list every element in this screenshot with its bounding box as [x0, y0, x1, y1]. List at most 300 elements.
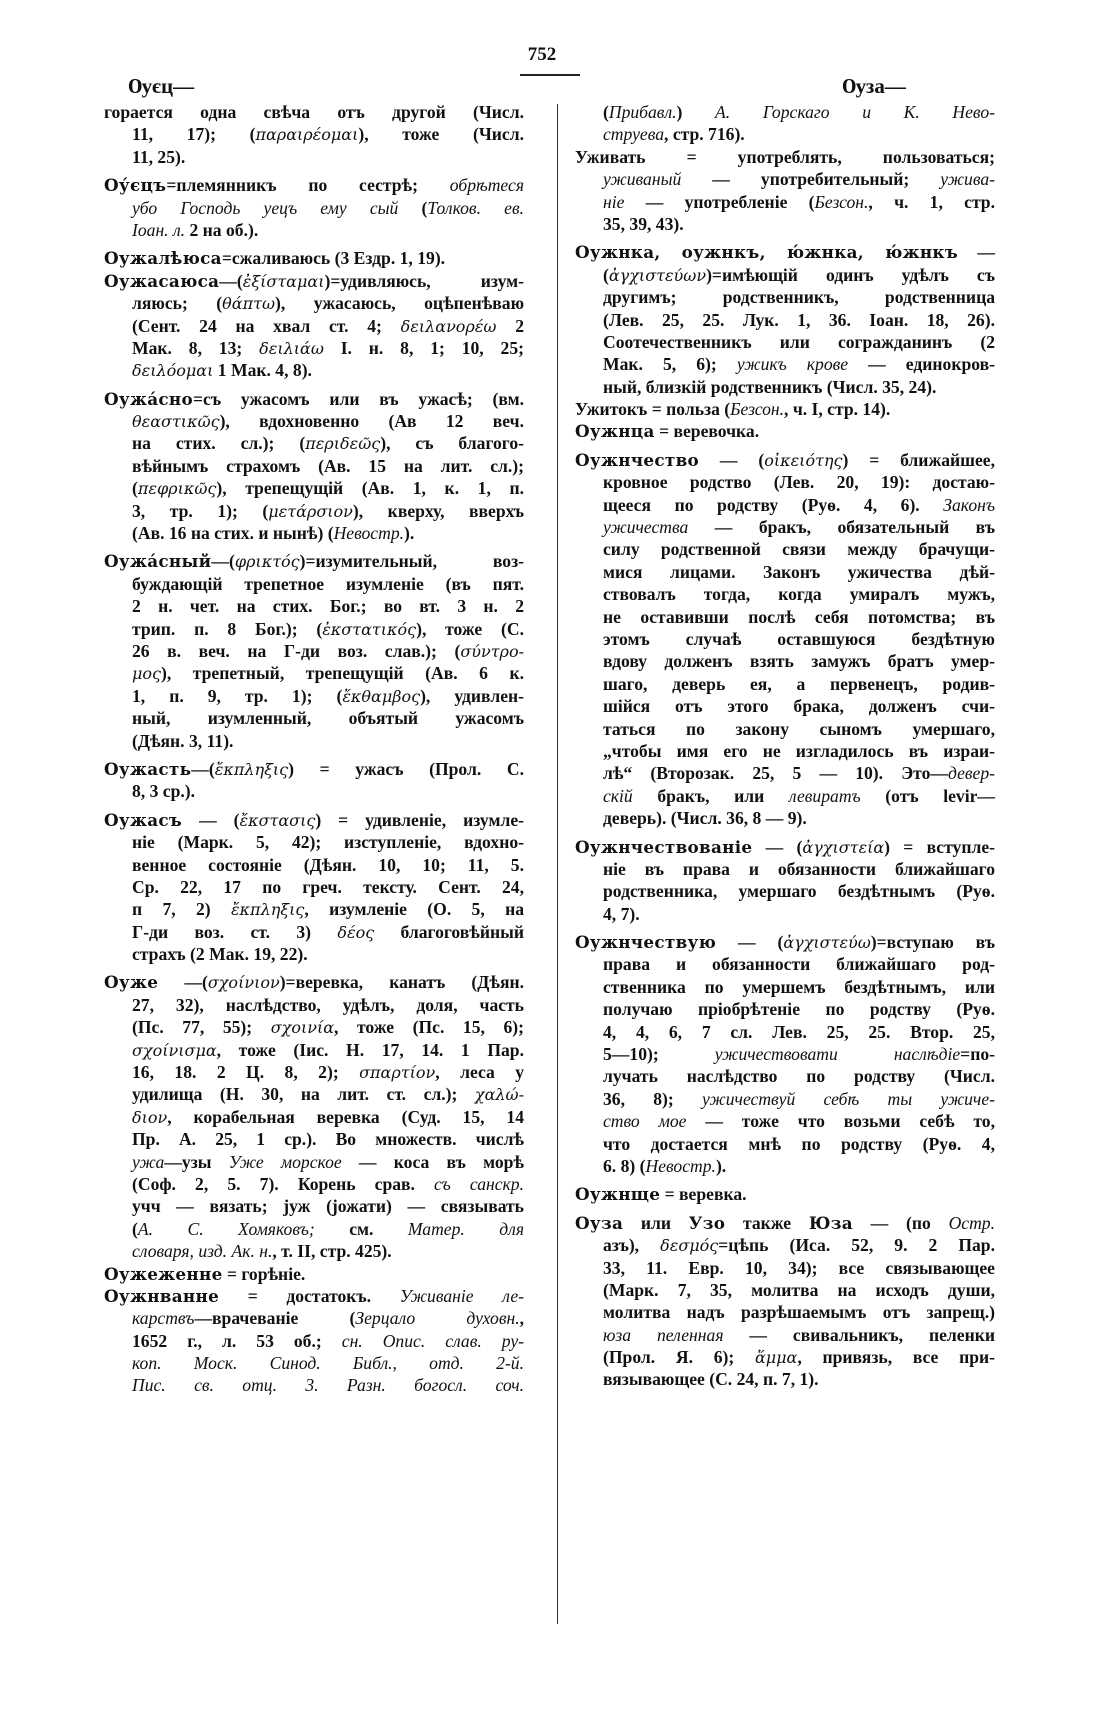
headword: Оужалѣюса: [104, 248, 222, 269]
text-run: , стр. 716).: [664, 124, 745, 145]
italic-run: ужичествовати наслѣдіе: [714, 1044, 961, 1065]
text-line: [104, 780, 524, 802]
text-run: 6. 8) (: [603, 1155, 646, 1176]
text-run: —(: [219, 270, 243, 291]
text-line: [104, 595, 524, 617]
text-line: [575, 286, 995, 308]
greek-run: δειλανορέω: [400, 316, 497, 336]
headword: Оуже: [104, 972, 159, 993]
left-column: [104, 101, 524, 1397]
text-run: Пр. А. 25, 1 ср.). Во множеств. числѣ: [132, 1129, 524, 1150]
text-run: права и обязанности ближайшаго род-: [603, 954, 995, 975]
text-line: [575, 1155, 995, 1177]
text-line: [104, 337, 524, 359]
entry-line: [575, 398, 995, 420]
text-line: [575, 101, 995, 123]
text-run: Мак. 8, 13;: [132, 337, 260, 358]
text-run: лѣ“ (Второзак. 25, 5 — 10). Это—: [603, 763, 948, 784]
italic-run: девер-: [947, 763, 995, 784]
text-run: ный, изумленный, объятый ужасомъ: [132, 708, 524, 729]
text-run: 33, 11. Евр. 10, 34); все связывающее: [603, 1257, 995, 1278]
text-run: — употребленіе (: [624, 191, 815, 212]
headword: Оужасть: [104, 758, 192, 779]
text-run: (: [398, 197, 428, 218]
text-line: [104, 1061, 524, 1083]
text-line: [575, 538, 995, 560]
headword: Оужнка, оужнкъ, ю́жнка, ю́жнкъ: [575, 242, 959, 263]
text-line: [104, 500, 524, 522]
text-line: [104, 1352, 524, 1374]
text-run: 11, 25).: [132, 146, 186, 167]
text-run: мися лицами. Законъ ужичества дѣй-: [603, 561, 995, 582]
italic-run: словаря, изд. Ак. н.: [132, 1241, 273, 1262]
text-line: [104, 1151, 524, 1173]
text-line: [575, 1368, 995, 1390]
text-line: [104, 315, 524, 337]
text-run: )=изумительный, воз-: [299, 551, 524, 572]
greek-run: ἅμμα: [754, 1348, 798, 1368]
text-line: [104, 1106, 524, 1128]
text-run: ственника по умершемъ бездѣтнымъ, или: [603, 976, 995, 997]
text-run: шійся отъ этого брака, долженъ счи-: [603, 696, 995, 717]
text-line: [104, 1039, 524, 1061]
headword: Оужасаюса: [104, 270, 220, 291]
entry-line: [104, 101, 524, 123]
greek-run: σχοίνισμα: [132, 1040, 217, 1060]
italic-run: Безсон.: [814, 191, 869, 212]
text-run: — тоже что возьми себѣ то,: [686, 1111, 995, 1132]
text-line: [575, 471, 995, 493]
entry-line: [104, 550, 524, 572]
text-run: , привязь, все при-: [797, 1347, 995, 1368]
text-run: вязывающее (С. 24, п. 7, 1).: [603, 1369, 819, 1390]
text-run: 4, 7).: [603, 903, 640, 924]
text-line: [575, 1279, 995, 1301]
italic-run: коп. Моск. Синод. Библ., отд. 2-й.: [132, 1353, 524, 1374]
text-line: [575, 1324, 995, 1346]
text-run: ), тоже (Числ.: [358, 124, 524, 145]
text-run: кровное родство (Лев. 20, 19): достаю-: [603, 472, 995, 493]
text-run: 35, 39, 43).: [603, 213, 684, 234]
greek-run: ἔκπληξις: [214, 759, 289, 779]
text-line: [104, 854, 524, 876]
text-run: страхъ (2 Мак. 19, 22).: [132, 944, 308, 965]
greek-run: ἔκθαμβος: [342, 686, 421, 706]
text-run: 3, тр. 1); (: [132, 500, 269, 521]
headword: Узо: [688, 1212, 726, 1233]
text-run: 16, 18. 2 Ц. 8, 2);: [132, 1062, 360, 1083]
italic-run: Уже морское: [228, 1151, 342, 1172]
text-run: (: [603, 102, 609, 122]
headword: Оужнчество: [575, 449, 700, 470]
greek-run: παραιρέομαι: [255, 125, 359, 145]
text-run: учч — вязать; јуж (јожати) — связывать: [132, 1196, 524, 1217]
text-run: ) = ближайшее,: [842, 449, 995, 470]
text-run: —(: [191, 758, 215, 779]
text-line: [575, 718, 995, 740]
text-line: [575, 762, 995, 784]
text-run: — бракъ, обязательный въ: [688, 517, 995, 538]
text-run: — (: [699, 449, 765, 470]
text-run: деверь). (Числ. 36, 8 — 9).: [603, 808, 807, 829]
text-line: [575, 123, 995, 145]
text-line: [575, 376, 995, 398]
text-run: ), кверху, вверхъ: [352, 500, 525, 521]
greek-run: ἐκστατικός: [322, 619, 417, 639]
text-run: Мак. 5, 6);: [603, 354, 737, 375]
italic-run: струева: [603, 124, 665, 145]
greek-run: ἀγχιστεύω: [783, 933, 871, 953]
text-line: [575, 1234, 995, 1256]
text-run: ).: [404, 523, 415, 544]
text-run: , тоже (Іис. Н. 17, 14. 1 Пар.: [216, 1039, 524, 1060]
text-line: [104, 359, 524, 381]
text-line: [575, 880, 995, 902]
text-line: [104, 410, 524, 432]
entry-line: [575, 146, 995, 168]
greek-run: οἰκειότης: [764, 450, 843, 470]
text-run: 1652 г., л. 53 об.;: [132, 1330, 342, 1351]
text-run: (Ав. 16 на стих. и нынѣ) (: [132, 523, 334, 544]
text-run: благоговѣйный: [374, 921, 525, 942]
text-run: ляюсь; (: [132, 293, 223, 314]
entry-line: [575, 1212, 995, 1234]
italic-run: Законъ: [943, 494, 995, 515]
text-line: [104, 1307, 524, 1329]
italic-run: обрѣтеся: [449, 175, 524, 196]
text-run: ), ужасаюсь, оцѣпенѣваю: [275, 293, 525, 314]
entry-line: [104, 971, 524, 993]
entry-line: [104, 270, 524, 292]
text-run: =племянникъ по сестрѣ;: [166, 175, 450, 196]
text-run: см.: [314, 1218, 408, 1239]
text-run: —: [958, 242, 995, 263]
text-run: — (по: [852, 1212, 949, 1233]
greek-run: ἐξίσταμαι: [242, 271, 325, 291]
text-line: [104, 432, 524, 454]
text-line: [104, 662, 524, 684]
text-line: [575, 494, 995, 516]
text-line: [575, 976, 995, 998]
greek-run: χαλώ-: [474, 1085, 524, 1105]
text-run: другимъ; родственникъ, родственница: [603, 287, 995, 308]
text-run: , ч. I, стр. 14).: [784, 399, 891, 420]
italic-run: Остр.: [948, 1212, 995, 1233]
greek-run: θεαστικῶς: [132, 412, 220, 432]
text-line: [104, 1330, 524, 1352]
text-run: (: [132, 478, 138, 499]
text-run: , леса у: [435, 1062, 525, 1083]
text-line: [575, 353, 995, 375]
text-run: также: [725, 1212, 809, 1233]
text-run: силу родственной связи между брачущи-: [603, 539, 995, 560]
text-run: ), трепетный, трепещущій (Ав. 6 к.: [161, 663, 524, 684]
text-line: [575, 740, 995, 762]
italic-run: Іоан. л.: [132, 219, 186, 240]
italic-run: Прибавл.: [608, 102, 677, 122]
text-run: —(: [211, 551, 235, 572]
text-line: [575, 673, 995, 695]
text-line: [104, 1128, 524, 1150]
text-line: [575, 1301, 995, 1323]
text-line: [104, 477, 524, 499]
italic-run: юза пеленная: [603, 1324, 724, 1345]
text-run: удилища (Н. 30, на лит. ст. сл.);: [132, 1084, 475, 1105]
text-run: )=веревка, канатъ (Дѣян.: [279, 972, 524, 993]
text-line: [104, 618, 524, 640]
text-run: Ужитокъ = польза (: [575, 399, 731, 420]
text-line: [104, 1016, 524, 1038]
text-run: ), вдохновенно (Ав 12 веч.: [219, 411, 524, 432]
text-run: 4, 4, 6, 7 сл. Лев. 25, 25. Втор. 25,: [603, 1021, 995, 1042]
text-run: 1, п. 9, тр. 1); (: [132, 685, 343, 706]
text-run: =съ ужасомъ или въ ужасѣ; (вм.: [192, 388, 524, 409]
italic-run: ужа: [132, 1151, 165, 1172]
italic-run: Невостр.: [333, 523, 405, 544]
text-run: лучать наслѣдство по родству (Числ.: [603, 1066, 995, 1087]
text-line: [104, 921, 524, 943]
text-run: что достается мнѣ по родству (Руѳ. 4,: [603, 1133, 995, 1154]
headword: Оужеженне: [104, 1263, 223, 1284]
headword: Оу́єцъ: [104, 175, 167, 196]
text-run: (отъ levir—: [860, 785, 995, 806]
text-run: п 7, 2): [132, 899, 231, 920]
italic-run: уживаный: [603, 169, 682, 190]
greek-run: ἀγχιστεύων: [608, 265, 707, 285]
italic-run: Пис. св. отц. 3. Разн. богосл. соч.: [132, 1375, 524, 1396]
text-line: [575, 331, 995, 353]
entry-line: [104, 809, 524, 831]
text-run: ніе (Марк. 5, 42); изступленіе, вдохно-: [132, 832, 524, 853]
text-run: Уживать = употреблять, пользоваться;: [575, 146, 995, 167]
text-run: ) = вступле-: [884, 836, 996, 857]
text-run: шаго, деверь ея, а первенецъ, родив-: [603, 673, 995, 694]
text-line: [575, 1065, 995, 1087]
running-head-right: Ѹза—: [842, 74, 906, 98]
italic-run: ужикъ крове: [736, 354, 849, 375]
headword: Юза: [808, 1212, 853, 1233]
entry-line: [575, 1183, 995, 1205]
text-run: не оставивши послѣ себя потомства; въ: [603, 606, 995, 627]
entry-line: [104, 388, 524, 410]
text-run: 8, 3 ср.).: [132, 781, 196, 802]
italic-run: ужичества: [603, 517, 689, 538]
text-run: — единокров-: [848, 354, 995, 375]
entry-line: [104, 1285, 524, 1307]
entry-line: [575, 241, 995, 263]
text-run: буждающій трепетное изумленіе (въ пят.: [132, 573, 524, 594]
text-run: (Соф. 2, 5. 7). Корень срав.: [132, 1173, 435, 1194]
headword: Оужа́сный: [104, 551, 212, 572]
text-run: 2 н. чет. на стих. Бог.; во вт. 3 н. 2: [132, 596, 524, 617]
headword: Оужнца: [575, 421, 655, 442]
italic-run: ніе: [603, 191, 625, 212]
text-run: 27, 32), наслѣдство, удѣлъ, доля, часть: [132, 994, 524, 1015]
headword: Оужнще: [575, 1184, 661, 1205]
text-line: [104, 455, 524, 477]
text-run: 5—10);: [603, 1044, 715, 1065]
greek-run: σχοινία: [270, 1018, 335, 1038]
text-line: [104, 1195, 524, 1217]
italic-run: ужива-: [940, 169, 995, 190]
text-run: = веревка.: [660, 1184, 747, 1205]
text-run: Соотечественникъ или согражданинъ (2: [603, 331, 995, 352]
text-line: [575, 1021, 995, 1043]
text-run: вдову долженъ взять замужъ братъ умер-: [603, 651, 995, 672]
text-line: [104, 685, 524, 707]
text-line: [575, 1346, 995, 1368]
entry-line: [104, 247, 524, 269]
headword: Оужа́сно: [104, 388, 193, 409]
text-line: [575, 1133, 995, 1155]
entry-line: [575, 449, 995, 471]
running-head-left: Ѹєц—: [128, 74, 195, 98]
text-run: , т. II, стр. 425).: [272, 1241, 392, 1262]
text-line: [575, 858, 995, 880]
page-number-rule: [520, 74, 580, 76]
text-run: ) = удивленіе, изумле-: [315, 809, 525, 830]
text-run: = достатокъ.: [219, 1285, 400, 1306]
text-run: горается одна свѣча отъ другой (Числ.: [104, 102, 524, 122]
text-run: таться по закону сыномъ умершаго,: [603, 718, 995, 739]
entry-line: [575, 420, 995, 442]
text-run: , изумленіе (О. 5, на: [304, 899, 525, 920]
italic-run: сн. Опис. слав. ру-: [341, 1330, 524, 1351]
text-run: Г-ди воз. ст. 3): [132, 921, 338, 942]
text-run: ), удивлен-: [420, 685, 524, 706]
entry-line: [575, 931, 995, 953]
greek-run: ἔκστασις: [239, 810, 316, 830]
text-line: [104, 943, 524, 965]
text-line: [575, 1110, 995, 1132]
text-run: , тоже (Пс. 15, 6);: [334, 1017, 524, 1038]
text-line: [104, 573, 524, 595]
text-line: [104, 219, 524, 241]
text-run: 36, 8);: [603, 1088, 703, 1109]
text-line: [104, 197, 524, 219]
entry-line: [104, 174, 524, 196]
italic-run: убо Господь уецъ ему сый: [132, 197, 399, 218]
text-run: 11, 17); (: [132, 124, 256, 145]
text-line: [575, 606, 995, 628]
text-run: )=удивляюсь, изум-: [324, 270, 524, 291]
text-run: =сжаливаюсь (3 Ездр. 1, 19).: [221, 248, 446, 269]
italic-run: А. Горскаго и К. Нево-: [715, 102, 995, 122]
text-run: (Марк. 7, 35, молитва на исходъ души,: [603, 1279, 995, 1300]
text-run: =по-: [960, 1044, 995, 1065]
text-run: бракъ, или: [632, 785, 789, 806]
text-line: [104, 640, 524, 662]
text-line: [575, 1088, 995, 1110]
greek-run: πεφρικῶς: [137, 479, 217, 499]
italic-run: Безсон.: [730, 399, 785, 420]
italic-run: А. С. Хомяковъ;: [137, 1218, 315, 1239]
greek-run: διον: [132, 1107, 168, 1127]
text-run: = веревочка.: [654, 421, 760, 442]
italic-run: Уживаніе ле-: [399, 1285, 524, 1306]
text-run: — свивальникъ, пеленки: [723, 1324, 996, 1345]
text-line: [575, 1257, 995, 1279]
greek-run: σχοίνιον: [207, 973, 280, 993]
text-run: (Сент. 24 на хвал ст. 4;: [132, 315, 401, 336]
text-run: ): [676, 102, 716, 122]
text-run: получаю пріобрѣтеніе по родству (Руѳ.: [603, 999, 995, 1020]
text-line: [575, 998, 995, 1020]
greek-run: περιδεῶς: [305, 434, 381, 454]
italic-run: ужичествуй себѣ ты ужиче-: [702, 1088, 995, 1109]
text-line: [104, 146, 524, 168]
italic-run: Зерцало духовн.: [355, 1308, 520, 1329]
text-line: [575, 213, 995, 235]
text-line: [104, 123, 524, 145]
text-run: =цѣпь (Иса. 52, 9. 2 Пар.: [718, 1235, 995, 1256]
text-run: = горѣніе.: [222, 1263, 306, 1284]
italic-run: съ санскр.: [434, 1173, 524, 1194]
text-run: трип. п. 8 Бог.); (: [132, 618, 323, 639]
greek-run: σύντρο-: [460, 641, 524, 661]
text-run: (Лев. 25, 25. Лук. 1, 36. Іоан. 18, 26).: [603, 309, 995, 330]
text-line: [575, 264, 995, 286]
text-run: Ср. 22, 17 по греч. тексту. Сент. 24,: [132, 876, 524, 897]
text-line: [104, 292, 524, 314]
text-line: [104, 876, 524, 898]
text-line: [104, 1173, 524, 1195]
greek-run: ἔκπληξις: [230, 900, 305, 920]
text-run: , ч. 1, стр.: [868, 191, 995, 212]
text-run: ), тоже (С.: [416, 618, 524, 639]
text-line: [104, 898, 524, 920]
italic-run: левиратъ: [788, 785, 861, 806]
greek-run: θάπτω: [222, 294, 276, 314]
text-line: [104, 1374, 524, 1396]
text-run: )=имѣющій одинъ удѣлъ съ: [706, 264, 995, 285]
text-line: [575, 903, 995, 925]
text-line: [575, 807, 995, 829]
text-run: —узы: [164, 1151, 229, 1172]
text-run: „чтобы имя его не изгладилось въ израи-: [603, 740, 995, 761]
headword: Оужнванне: [104, 1285, 220, 1306]
text-line: [575, 953, 995, 975]
text-line: [575, 650, 995, 672]
text-run: ) = ужасъ (Прол. С.: [288, 758, 524, 779]
text-line: [575, 583, 995, 605]
text-run: ,: [519, 1308, 525, 1329]
italic-run: Невостр.: [645, 1155, 716, 1176]
text-line: [575, 191, 995, 213]
text-run: (Дѣян. 3, 11).: [132, 730, 234, 751]
text-line: [104, 1218, 524, 1240]
text-run: , корабельная веревка (Суд. 15, 14: [167, 1106, 524, 1127]
greek-run: μος: [132, 664, 161, 684]
greek-run: φρικτός: [234, 552, 300, 572]
text-line: [104, 831, 524, 853]
text-run: ніе въ права и обязанности ближайшаго: [603, 858, 995, 879]
headword: Оужасъ: [104, 809, 183, 830]
text-line: [104, 994, 524, 1016]
text-run: азъ),: [603, 1235, 661, 1256]
text-run: венное состояніе (Дѣян. 10, 10; 11, 5.: [132, 854, 524, 875]
text-run: — (: [182, 809, 240, 830]
text-line: [575, 695, 995, 717]
greek-run: μετάρσιον: [268, 501, 353, 521]
text-run: (Прол. Я. 6);: [603, 1347, 755, 1368]
text-run: 2: [496, 315, 524, 336]
text-line: [104, 707, 524, 729]
text-run: 26 в. веч. на Г-ди воз. слав.); (: [132, 640, 461, 661]
text-run: ), трепещущій (Ав. 1, к. 1, п.: [216, 478, 524, 499]
text-run: ствовалъ тогда, когда умиралъ мужъ,: [603, 584, 995, 605]
column-divider: [557, 104, 558, 1624]
